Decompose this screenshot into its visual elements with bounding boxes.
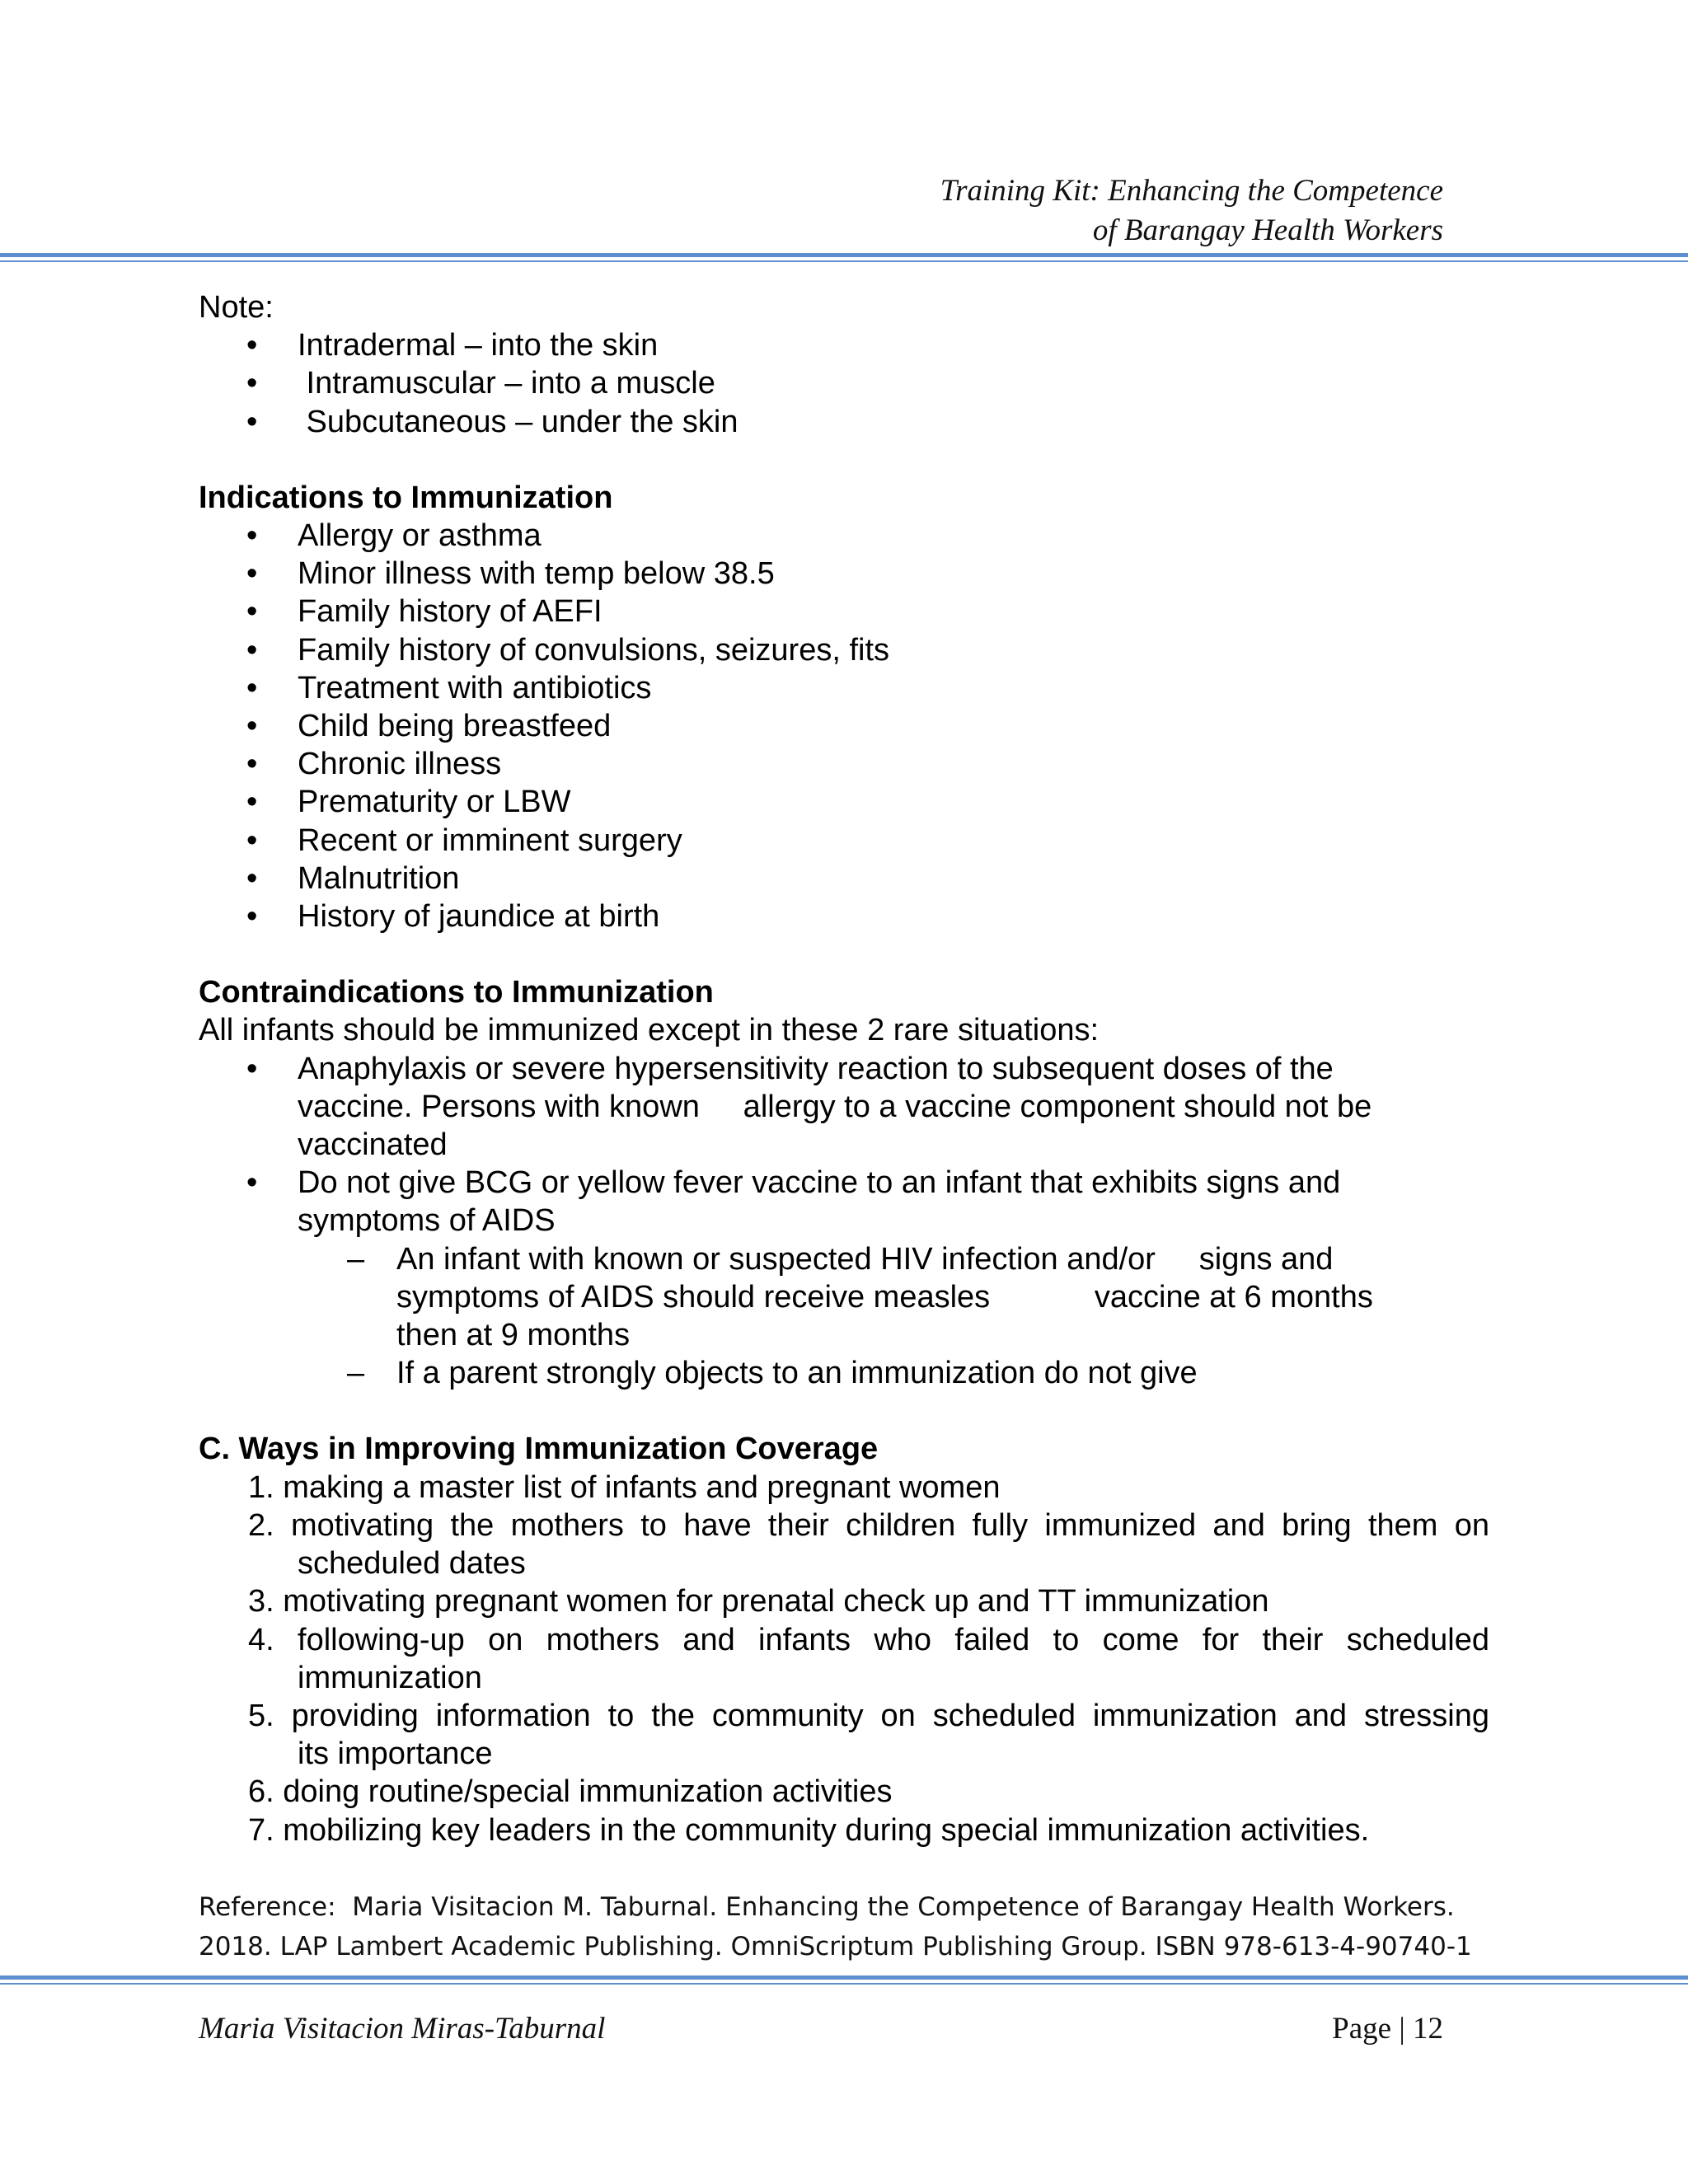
list-item: • Allergy or asthma <box>199 517 1489 555</box>
list-item: • Recent or imminent surgery <box>199 822 1489 860</box>
page-number: Page | 12 <box>1332 2012 1443 2046</box>
section-heading: Contraindications to Immunization <box>199 975 714 1010</box>
sub-list-item-continuation: symptoms of AIDS should receive measles vaccine at 6 months <box>396 1279 1373 1315</box>
section-intro: All infants should be immunized except in these 2 rare situations: <box>199 1013 1100 1048</box>
header-line-2: of Barangay Health Workers <box>1092 213 1443 247</box>
footer-author: Maria Visitacion Miras-Taburnal <box>199 2012 606 2046</box>
sub-list-item-continuation: then at 9 months <box>396 1318 631 1353</box>
dash-icon: – <box>347 1356 365 1391</box>
bullet-icon: • <box>246 632 258 668</box>
list-item-continuation: vaccinated <box>298 1127 448 1163</box>
bullet-icon: • <box>246 785 258 820</box>
bullet-icon: • <box>246 709 258 744</box>
bullet-icon: • <box>246 747 258 782</box>
bullet-icon: • <box>246 899 258 935</box>
bullet-icon: • <box>246 518 258 554</box>
list-item: • Child being breastfeed <box>199 707 1489 745</box>
list-item: • Anaphylaxis or severe hypersensitivity reaction to subsequent doses of the <box>199 1050 1489 1088</box>
numbered-item: 4. following-up on mothers and infants who failed to come for their scheduled <box>248 1622 1489 1657</box>
list-item: • Malnutrition <box>199 860 1489 898</box>
bullet-icon: • <box>246 328 258 363</box>
list-item: • Intramuscular – into a muscle <box>199 364 1489 402</box>
numbered-item: 7. mobilizing key leaders in the community during special immunization activities. <box>248 1812 1370 1848</box>
bullet-icon: • <box>246 860 258 896</box>
bullet-icon: • <box>246 1165 258 1201</box>
list-item: • Subcutaneous – under the skin <box>199 403 1489 441</box>
dash-icon: – <box>347 1241 365 1277</box>
section-heading: C. Ways in Improving Immunization Coverage <box>199 1432 879 1467</box>
page-body <box>199 288 1489 1849</box>
numbered-item: 3. motivating pregnant women for prenatal check up and TT immunization <box>248 1584 1269 1619</box>
reference-line-2: 2018. LAP Lambert Academic Publishing. OmniScriptum Publishing Group. ISBN 978-613-4-90740-1 <box>199 1932 1472 1961</box>
list-item-continuation: vaccine. Persons with known allergy to a vaccine component should not be <box>298 1089 1372 1124</box>
list-item: • Intradermal – into the skin <box>199 326 1489 364</box>
numbered-item: 1. making a master list of infants and pregnant women <box>248 1469 1001 1505</box>
bullet-icon: • <box>246 404 258 439</box>
header-line-1: Training Kit: Enhancing the Competence <box>940 174 1443 208</box>
bullet-icon: • <box>246 1051 258 1086</box>
footer-rule <box>0 1975 1688 1986</box>
list-item-continuation: symptoms of AIDS <box>298 1203 556 1239</box>
note-label: Note: <box>199 290 274 325</box>
bullet-icon: • <box>246 366 258 401</box>
list-item: • Do not give BCG or yellow fever vaccine to an infant that exhibits signs and <box>199 1164 1489 1202</box>
numbered-item: 5. providing information to the community on scheduled immunization and stressing <box>248 1698 1489 1733</box>
running-header <box>940 171 1443 251</box>
bullet-icon: • <box>246 823 258 858</box>
numbered-item-continuation: scheduled dates <box>298 1546 526 1582</box>
reference-note <box>199 1887 1472 1966</box>
list-item: • Family history of convulsions, seizures, fits <box>199 631 1489 669</box>
list-item: • History of jaundice at birth <box>199 898 1489 935</box>
section-heading: Indications to Immunization <box>199 480 613 515</box>
numbered-item-continuation: its importance <box>298 1736 493 1772</box>
bullet-icon: • <box>246 670 258 705</box>
numbered-item-continuation: immunization <box>298 1660 482 1695</box>
bullet-icon: • <box>246 556 258 592</box>
numbered-item: 6. doing routine/special immunization activities <box>248 1774 893 1810</box>
reference-line-1: Reference: Maria Visitacion M. Taburnal. Enhancing the Competence of Barangay Health Workers. <box>199 1892 1455 1922</box>
numbered-item: 2. motivating the mothers to have their children fully immunized and bring them on <box>248 1507 1489 1543</box>
list-item: • Prematurity or LBW <box>199 783 1489 821</box>
bullet-icon: • <box>246 594 258 630</box>
list-item: • Chronic illness <box>199 745 1489 783</box>
sub-list-item: – An infant with known or suspected HIV infection and/or signs and <box>199 1240 1489 1278</box>
list-item: • Treatment with antibiotics <box>199 669 1489 707</box>
header-rule <box>0 253 1688 264</box>
sub-list-item: – If a parent strongly objects to an immunization do not give <box>199 1354 1489 1392</box>
list-item: • Minor illness with temp below 38.5 <box>199 555 1489 593</box>
list-item: • Family history of AEFI <box>199 593 1489 630</box>
